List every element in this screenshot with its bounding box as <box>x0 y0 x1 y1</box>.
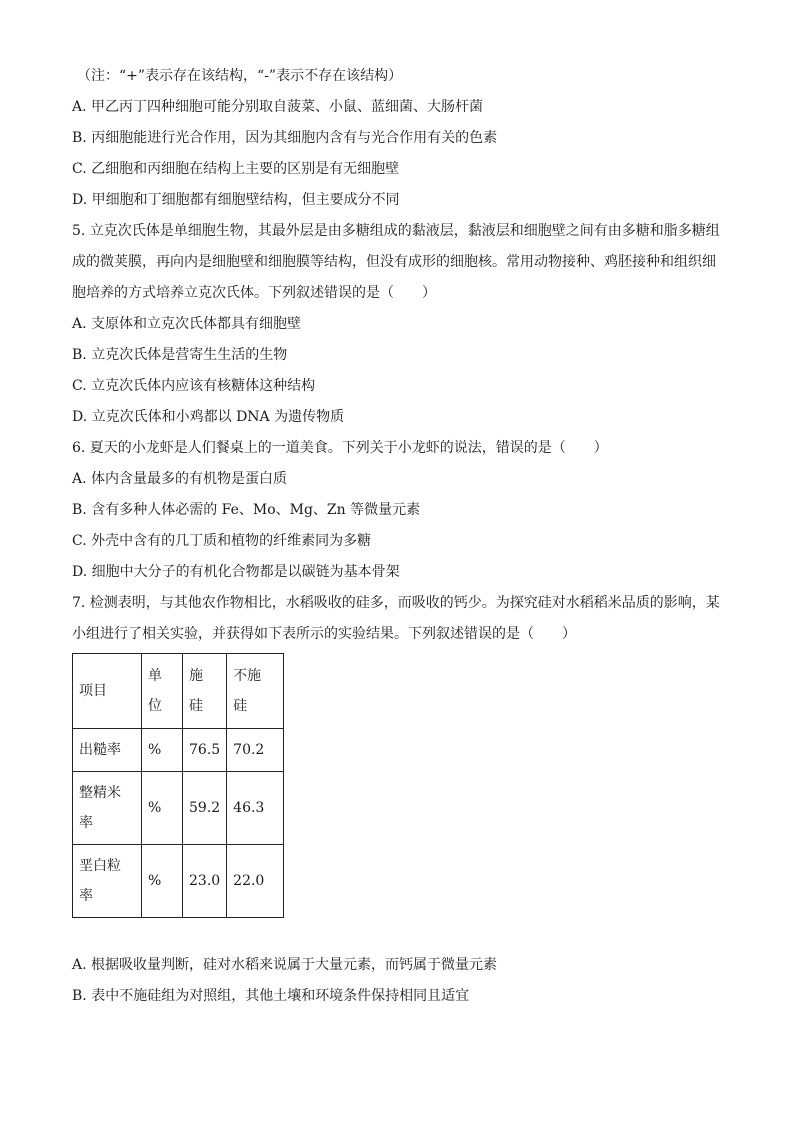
row-item: 整精米 率 <box>73 772 142 845</box>
row-unit: % <box>142 729 183 772</box>
q6-option-c: C. 外壳中含有的几丁质和植物的纤维素同为多糖 <box>72 533 372 549</box>
q4-option-c: C. 乙细胞和丙细胞在结构上主要的区别是有无细胞壁 <box>72 161 400 177</box>
q5-option-d: D. 立克次氏体和小鸡都以 DNA 为遗传物质 <box>72 409 345 425</box>
q7-stem-line-2: 小组进行了相关实验，并获得如下表所示的实验结果。下列叙述错误的是（ ） <box>72 626 576 642</box>
q5-stem-line-2: 成的微荚膜，再向内是细胞壁和细胞膜等结构，但没有成形的细胞核。常用动物接种、鸡胚接种和组织细 <box>72 254 716 270</box>
q6-stem: 6. 夏天的小龙虾是人们餐桌上的一道美食。下列关于小龙虾的说法，错误的是（ ） <box>72 440 608 456</box>
header-no-silicon: 不施 硅 <box>227 654 284 729</box>
table-row <box>73 772 284 845</box>
row-no-silicon-value: 46.3 <box>227 772 284 845</box>
row-silicon-value: 23.0 <box>183 845 227 918</box>
q6-option-d: D. 细胞中大分子的有机化合物都是以碳链为基本骨架 <box>72 564 400 580</box>
q7-option-b: B. 表中不施硅组为对照组，其他土壤和环境条件保持相同且适宜 <box>72 988 470 1004</box>
q7-stem-line-1: 7. 检测表明，与其他农作物相比，水稻吸收的硅多，而吸收的钙少。为探究硅对水稻稻米品质的影响，某 <box>72 595 720 611</box>
results-table <box>72 653 284 918</box>
q4-option-b: B. 丙细胞能进行光合作用，因为其细胞内含有与光合作用有关的色素 <box>72 130 498 146</box>
table-note: （注：“+”表示存在该结构，“-”表示不存在该结构） <box>77 68 403 84</box>
row-unit: % <box>142 845 183 918</box>
row-no-silicon-value: 22.0 <box>227 845 284 918</box>
q5-option-a: A. 支原体和立克次氏体都具有细胞壁 <box>72 316 302 332</box>
q6-option-a: A. 体内含量最多的有机物是蛋白质 <box>72 471 288 487</box>
row-silicon-value: 76.5 <box>183 729 227 772</box>
q6-option-b: B. 含有多种人体必需的 Fe、Mo、Mg、Zn 等微量元素 <box>72 502 421 518</box>
q5-option-c: C. 立克次氏体内应该有核糖体这种结构 <box>72 378 316 394</box>
q4-option-d: D. 甲细胞和丁细胞都有细胞壁结构，但主要成分不同 <box>72 192 400 208</box>
table-row <box>73 845 284 918</box>
q5-stem-line-3: 胞培养的方式培养立克次氏体。下列叙述错误的是（ ） <box>72 285 436 301</box>
row-item: 垩白粒 率 <box>73 845 142 918</box>
q7-option-a: A. 根据吸收量判断，硅对水稻来说属于大量元素，而钙属于微量元素 <box>72 957 498 973</box>
header-unit: 单 位 <box>142 654 183 729</box>
row-no-silicon-value: 70.2 <box>227 729 284 772</box>
q5-stem-line-1: 5. 立克次氏体是单细胞生物，其最外层是由多糖组成的黏液层，黏液层和细胞壁之间有由多糖和脂多糖组 <box>72 223 720 239</box>
header-item: 项目 <box>73 654 142 729</box>
header-silicon: 施 硅 <box>183 654 227 729</box>
q4-option-a: A. 甲乙丙丁四种细胞可能分别取自菠菜、小鼠、蓝细菌、大肠杆菌 <box>72 99 484 115</box>
row-item: 出糙率 <box>73 729 142 772</box>
row-silicon-value: 59.2 <box>183 772 227 845</box>
table-row <box>73 729 284 772</box>
row-unit: % <box>142 772 183 845</box>
q5-option-b: B. 立克次氏体是营寄生生活的生物 <box>72 347 288 363</box>
table-header-row <box>73 654 284 729</box>
